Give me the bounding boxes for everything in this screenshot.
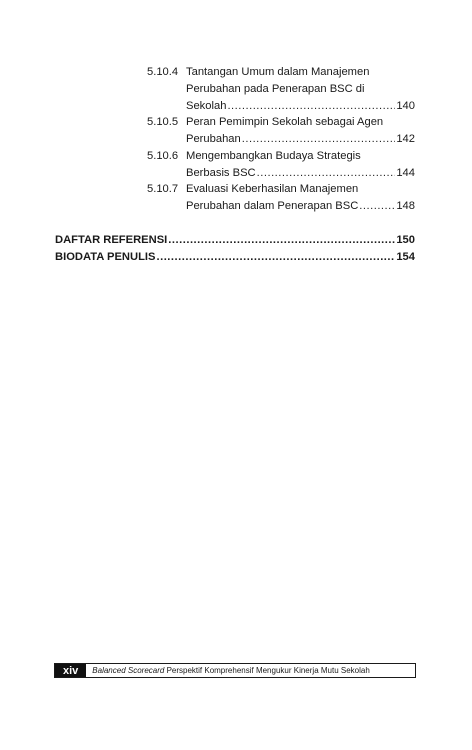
- toc-entry-daftar-referensi: [55, 232, 415, 249]
- toc-entry-number: 5.10.7: [147, 183, 179, 195]
- page-number-badge: xiv: [55, 664, 86, 677]
- dot-leader: [359, 198, 395, 215]
- dot-leader: [156, 249, 395, 266]
- running-title-italic: Balanced Scorecard: [92, 666, 165, 675]
- toc-entry-title-line: Perubahan: [186, 133, 241, 145]
- toc-entry-page: 140: [396, 100, 415, 112]
- toc-entry-title: DAFTAR REFERENSI: [55, 234, 168, 246]
- page-footer: [54, 663, 416, 678]
- toc-entry-number: 5.10.5: [147, 116, 179, 128]
- toc-entry-title-line: Mengembangkan Budaya Strategis: [186, 150, 361, 162]
- toc-entry-page: 154: [396, 251, 415, 263]
- toc-entry-title-line: Tantangan Umum dalam Manajemen: [186, 66, 370, 78]
- toc-entry-title-line: Perubahan pada Penerapan BSC di: [186, 83, 365, 95]
- running-title-rest: Perspektif Komprehensif Mengukur Kinerja Mutu Sekolah: [164, 666, 370, 675]
- dot-leader: [257, 165, 396, 182]
- toc-entry-page: 142: [396, 133, 415, 145]
- toc-entry-title-line: Evaluasi Keberhasilan Manajemen: [186, 183, 359, 195]
- toc-entry-title-line: Berbasis BSC: [186, 167, 256, 179]
- toc-entry-page: 150: [396, 234, 415, 246]
- toc-entry-title: BIODATA PENULIS: [55, 251, 156, 263]
- dot-leader: [168, 232, 395, 249]
- toc-entry-page: 148: [396, 200, 415, 212]
- toc-entry-5-10-4: [147, 64, 415, 115]
- toc-entry-title-line: Sekolah: [186, 100, 227, 112]
- toc-entry-title-line: Peran Pemimpin Sekolah sebagai Agen: [186, 116, 384, 128]
- toc-entry-page: 144: [396, 167, 415, 179]
- running-title: [86, 666, 369, 675]
- toc-entry-number: 5.10.4: [147, 66, 179, 78]
- toc-entry-5-10-6: [147, 148, 415, 182]
- dot-leader: [242, 131, 396, 148]
- toc-entry-biodata-penulis: [55, 249, 415, 266]
- toc-entry-title-line: Perubahan dalam Penerapan BSC: [186, 200, 359, 212]
- toc-entry-5-10-5: [147, 114, 415, 148]
- toc-entry-number: 5.10.6: [147, 150, 179, 162]
- dot-leader: [227, 98, 395, 115]
- toc-entry-5-10-7: [147, 181, 415, 215]
